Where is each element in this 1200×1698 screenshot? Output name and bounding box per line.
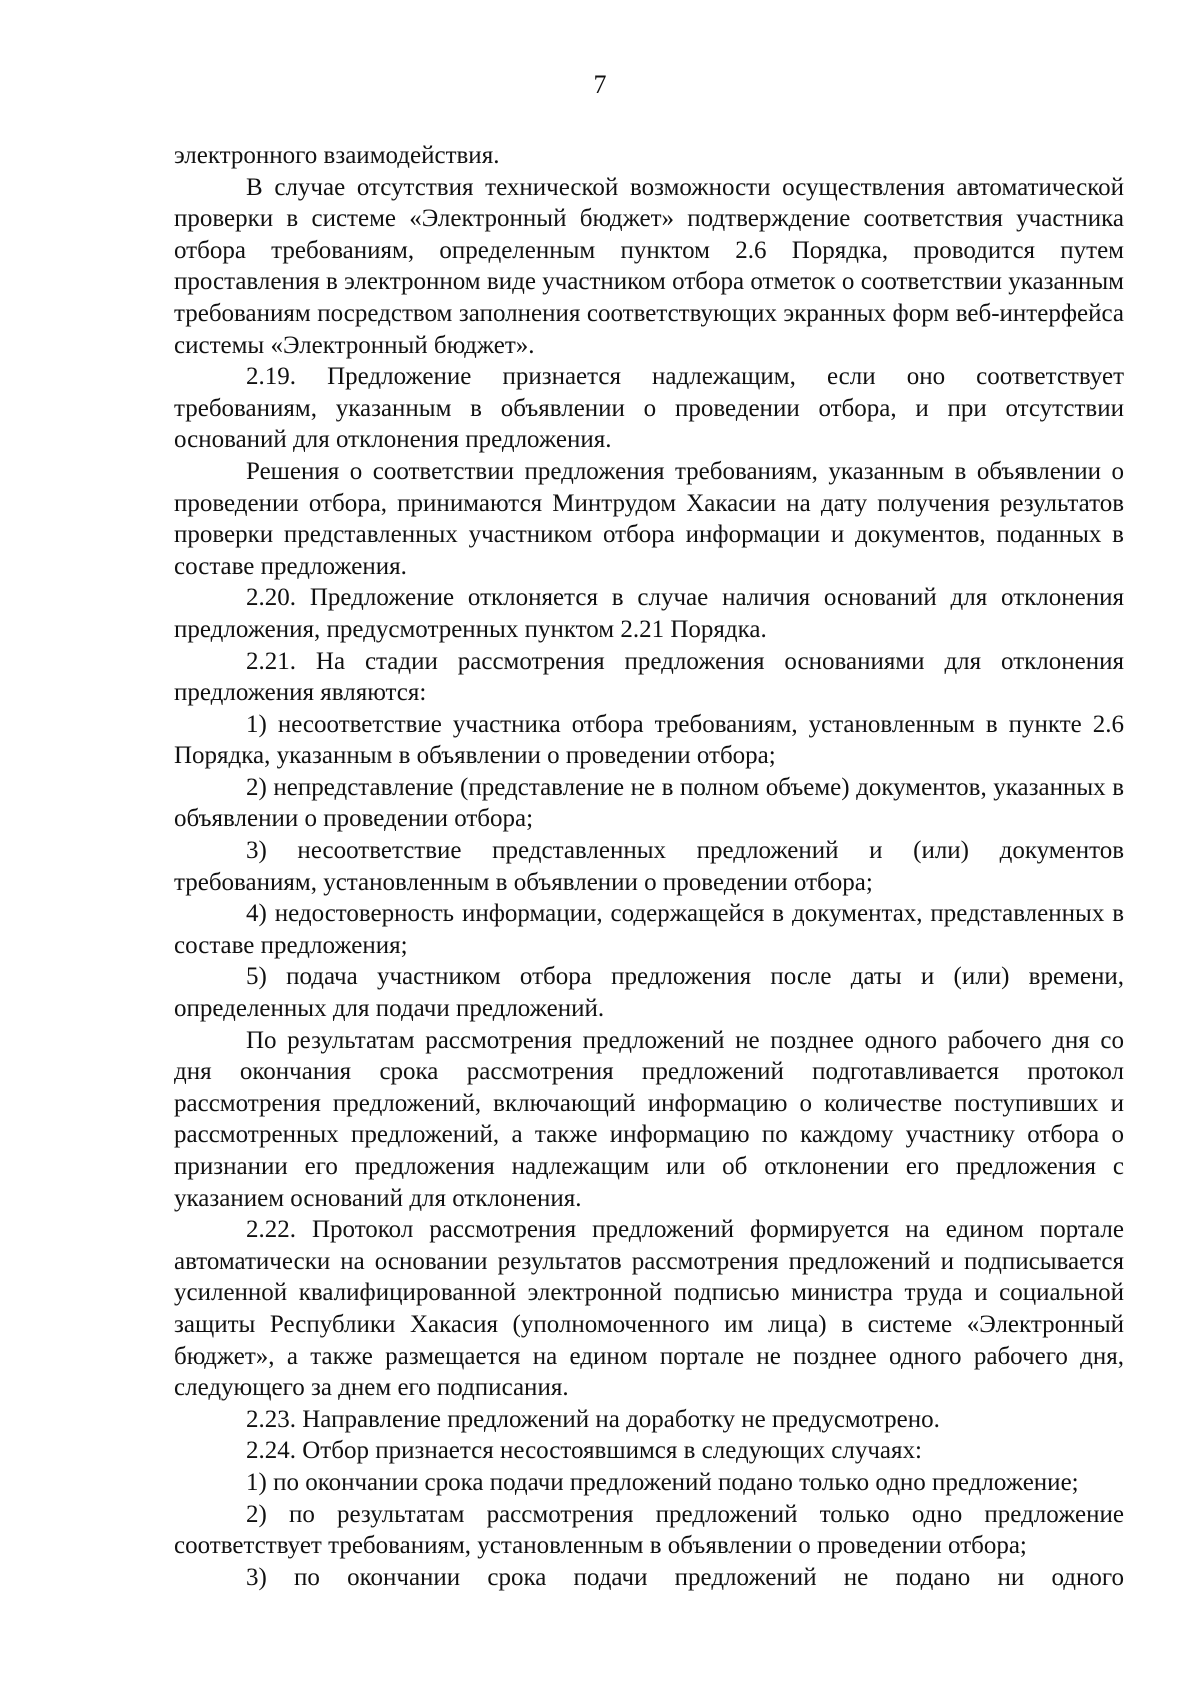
list-item-2-21-3: 3) несоответствие представленных предложений и (или) документов требованиям, установленным в объявлении о проведении отбора;: [174, 837, 1124, 896]
paragraph-protocol-results: По результатам рассмотрения предложений не позднее одного рабочего дня со дня окончания срока рассмотрения предложений подготавливается протокол рассмотрения предложений, включающий информацию о количестве поступивших и рассмотренных предложений, а также информацию по каждому участнику отбора о признании его предложения надлежащим или об отклонении его предложения с указанием оснований для отклонения.: [174, 1026, 1124, 1212]
paragraph-automatic-check: В случае отсутствия технической возможности осуществления автоматической проверки в системе «Электронный бюджет» подтверждение соответствия участника отбора требованиям, определенным пунктом 2.6 Порядка, проводится путем проставления в электронном виде участником отбора отметок о соответствии указанным требованиям посредством заполнения соответствующих экранных форм веб-интерфейса системы «Электронный бюджет».: [174, 173, 1124, 359]
list-item-2-21-1: 1) несоответствие участника отбора требованиям, установленным в пункте 2.6 Порядка, указанным в объявлении о проведении отбора;: [174, 710, 1124, 770]
page-number: 7: [593, 70, 607, 99]
document-body: [174, 140, 1124, 1593]
paragraph-2-21: 2.21. На стадии рассмотрения предложения основаниями для отклонения предложения являются:: [174, 647, 1124, 707]
paragraph-continuation: электронного взаимодействия.: [174, 142, 500, 169]
paragraph-decisions: Решения о соответствии предложения требованиям, указанным в объявлении о проведении отбора, принимаются Минтрудом Хакасии на дату получения результатов проверки представленных участником отбора информации и документов, поданных в составе предложения.: [174, 457, 1124, 580]
list-item-2-24-1: 1) по окончании срока подачи предложений подано только одно предложение;: [246, 1468, 1079, 1496]
paragraph-2-23: 2.23. Направление предложений на доработку не предусмотрено.: [246, 1405, 940, 1433]
list-item-2-24-2: 2) по результатам рассмотрения предложений только одно предложение соответствует требованиям, установленным в объявлении о проведении отбора;: [174, 1500, 1124, 1560]
paragraph-2-24: 2.24. Отбор признается несостоявшимся в следующих случаях:: [246, 1437, 922, 1465]
list-item-2-21-4: 4) недостоверность информации, содержащейся в документах, представленных в составе предложения;: [174, 900, 1124, 959]
paragraph-2-22: 2.22. Протокол рассмотрения предложений формируется на едином портале автоматически на основании результатов рассмотрения предложений и подписывается усиленной квалифицированной электронной подписью министра труда и социальной защиты Республики Хакасия (уполномоченного им лица) в системе «Электронный бюджет», а также размещается на едином портале не позднее одного рабочего дня, следующего за днем его подписания.: [174, 1216, 1124, 1402]
paragraph-2-19: 2.19. Предложение признается надлежащим, если оно соответствует требованиям, указанным в объявлении о проведении отбора, и при отсутствии оснований для отклонения предложения.: [174, 363, 1124, 454]
paragraph-2-20: 2.20. Предложение отклоняется в случае наличия оснований для отклонения предложения, предусмотренных пунктом 2.21 Порядка.: [174, 584, 1124, 643]
list-item-2-21-5: 5) подача участником отбора предложения после даты и (или) времени, определенных для подачи предложений.: [174, 963, 1124, 1023]
list-item-2-21-2: 2) непредставление (представление не в полном объеме) документов, указанных в объявлении о проведении отбора;: [174, 773, 1124, 833]
list-item-2-24-3: 3) по окончании срока подачи предложений не подано ни одного: [246, 1563, 1124, 1591]
